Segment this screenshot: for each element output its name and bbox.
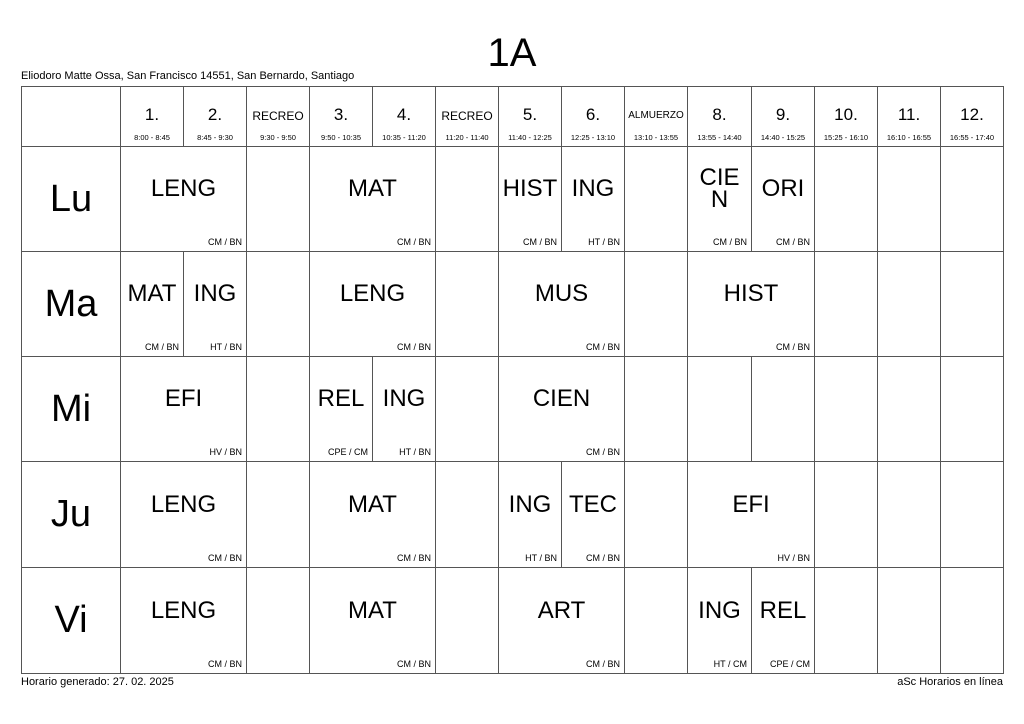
lesson-cell (561, 461, 625, 568)
period-label: 2. (207, 105, 223, 124)
corner-cell (21, 86, 121, 147)
subject-name: ING (571, 175, 615, 202)
lesson-cell (309, 146, 436, 252)
room-code: HT / BN (588, 237, 620, 247)
period-time: 12:25 - 13:10 (570, 133, 616, 142)
empty-cell (877, 251, 941, 357)
lesson-cell (120, 251, 184, 357)
subject-name: ING (508, 490, 552, 518)
lesson-cell (561, 146, 625, 252)
room-code: HT / BN (525, 553, 557, 563)
period-label: RECREO (252, 109, 304, 123)
empty-cell (246, 356, 310, 462)
subject-name: ING (382, 385, 426, 412)
period-time: 11:20 - 11:40 (445, 133, 489, 142)
period-time: 11:40 - 12:25 (508, 133, 552, 142)
subject-name: MUS (534, 280, 589, 307)
subject-name: ORI (761, 175, 805, 202)
lesson-cell (498, 146, 562, 252)
empty-cell (687, 356, 752, 462)
room-code: CPE / CM (327, 447, 368, 457)
subject-name: LENG (150, 175, 217, 202)
room-code: CM / BN (585, 447, 620, 457)
empty-cell (435, 356, 499, 462)
period-label: 6. (585, 105, 601, 124)
lesson-cell (498, 251, 625, 357)
period-header (435, 86, 499, 147)
subject-name: EFI (164, 385, 203, 412)
empty-cell (624, 146, 688, 252)
period-header (814, 86, 878, 147)
lesson-cell (751, 146, 815, 252)
page-title: 1A (487, 31, 537, 75)
empty-cell (624, 567, 688, 674)
empty-cell (435, 251, 499, 357)
period-label: 1. (144, 105, 160, 124)
room-code: CM / BN (522, 237, 557, 247)
day-label: Mi (21, 356, 121, 462)
subject-name: CIEN (699, 164, 740, 213)
period-time: 16:55 - 17:40 (949, 133, 995, 142)
empty-cell (246, 251, 310, 357)
period-header (751, 86, 815, 147)
period-header (246, 86, 310, 147)
empty-cell (751, 356, 815, 462)
room-code: CM / BN (775, 342, 810, 352)
lesson-cell (120, 461, 247, 568)
room-code: HT / CM (713, 659, 747, 669)
room-code: CM / BN (396, 553, 431, 563)
empty-cell (246, 146, 310, 252)
room-code: HV / BN (777, 553, 810, 563)
period-label: 9. (775, 105, 791, 124)
room-code: CM / BN (396, 342, 431, 352)
subject-name: REL (759, 596, 807, 624)
lesson-cell (498, 567, 625, 674)
empty-cell (814, 146, 878, 252)
period-label: ALMUERZO (628, 110, 684, 121)
lesson-cell (120, 567, 247, 674)
room-code: CM / BN (207, 237, 242, 247)
room-code: HT / BN (210, 342, 242, 352)
day-label: Ju (21, 461, 121, 568)
subject-name: MAT (348, 490, 397, 518)
empty-cell (435, 146, 499, 252)
period-time: 16:10 - 16:55 (886, 133, 932, 142)
generated-date: Horario generado: 27. 02. 2025 (21, 676, 174, 688)
empty-cell (624, 356, 688, 462)
empty-cell (877, 356, 941, 462)
subject-name: HIST (502, 175, 558, 202)
lesson-cell (687, 251, 815, 357)
empty-cell (435, 567, 499, 674)
empty-cell (877, 567, 941, 674)
period-label: 12. (960, 105, 984, 124)
empty-cell (877, 146, 941, 252)
empty-cell (877, 461, 941, 568)
room-code: CM / BN (396, 659, 431, 669)
lesson-cell (309, 356, 373, 462)
period-label: 8. (712, 105, 727, 124)
room-code: CM / BN (207, 553, 242, 563)
period-label: RECREO (441, 109, 493, 123)
empty-cell (435, 461, 499, 568)
lesson-cell (120, 356, 247, 462)
subject-name: MAT (348, 175, 397, 202)
lesson-cell (498, 461, 562, 568)
room-code: HV / BN (209, 447, 242, 457)
period-label: 4. (396, 105, 412, 124)
period-header (624, 86, 688, 147)
room-code: CM / BN (712, 237, 747, 247)
period-time: 14:40 - 15:25 (760, 133, 806, 142)
lesson-cell (687, 567, 752, 674)
lesson-cell (751, 567, 815, 674)
empty-cell (940, 567, 1004, 674)
empty-cell (940, 146, 1004, 252)
day-label: Lu (21, 146, 121, 252)
period-header (183, 86, 247, 147)
lesson-cell (309, 461, 436, 568)
empty-cell (814, 251, 878, 357)
subject-name: LENG (150, 596, 217, 624)
period-header (372, 86, 436, 147)
subject-name: CIEN (532, 385, 591, 412)
period-header (498, 86, 562, 147)
period-header (877, 86, 941, 147)
period-time: 8:00 - 8:45 (134, 133, 170, 142)
room-code: HT / BN (399, 447, 431, 457)
period-time: 13:10 - 13:55 (633, 133, 679, 142)
period-header (309, 86, 373, 147)
room-code: CM / BN (396, 237, 431, 247)
lesson-cell (498, 356, 625, 462)
footer-credit: aSc Horarios en línea (897, 676, 1003, 688)
day-label: Vi (21, 567, 121, 674)
empty-cell (624, 461, 688, 568)
empty-cell (246, 461, 310, 568)
empty-cell (940, 461, 1004, 568)
subject-name: TEC (569, 490, 617, 518)
empty-cell (814, 567, 878, 674)
room-code: CM / BN (144, 342, 179, 352)
day-label: Ma (21, 251, 121, 357)
subject-name: MAT (127, 280, 177, 307)
subject-name: ING (698, 596, 741, 624)
lesson-cell (309, 251, 436, 357)
period-header (940, 86, 1004, 147)
subject-name: LENG (150, 490, 217, 518)
lesson-cell (687, 461, 815, 568)
room-code: CM / BN (585, 553, 620, 563)
lesson-cell (309, 567, 436, 674)
empty-cell (940, 251, 1004, 357)
empty-cell (940, 356, 1004, 462)
empty-cell (246, 567, 310, 674)
room-code: CM / BN (775, 237, 810, 247)
lesson-cell (120, 146, 247, 252)
subject-name: ING (193, 280, 237, 307)
subject-name: ART (537, 596, 586, 624)
empty-cell (814, 461, 878, 568)
period-label: 11. (897, 105, 921, 124)
period-header (687, 86, 752, 147)
subject-name: LENG (339, 280, 406, 307)
period-time: 9:30 - 9:50 (260, 133, 296, 142)
subject-name: MAT (348, 596, 397, 624)
period-label: 3. (333, 105, 349, 124)
subject-name: EFI (732, 490, 770, 518)
room-code: CM / BN (585, 659, 620, 669)
period-time: 15:25 - 16:10 (823, 133, 869, 142)
room-code: CM / BN (207, 659, 242, 669)
period-label: 10. (834, 105, 858, 124)
lesson-cell (372, 356, 436, 462)
subject-name: HIST (723, 280, 779, 307)
school-address: Eliodoro Matte Ossa, San Francisco 14551, San Bernardo, Santiago (21, 70, 355, 82)
empty-cell (624, 251, 688, 357)
empty-cell (814, 356, 878, 462)
period-label: 5. (522, 105, 538, 124)
period-time: 9:50 - 10:35 (320, 133, 362, 142)
lesson-cell (183, 251, 247, 357)
subject-name: REL (317, 385, 365, 412)
period-header (561, 86, 625, 147)
period-time: 13:55 - 14:40 (697, 133, 742, 142)
period-time: 10:35 - 11:20 (382, 133, 426, 142)
lesson-cell (687, 146, 752, 252)
room-code: CPE / CM (769, 659, 810, 669)
room-code: CM / BN (585, 342, 620, 352)
period-time: 8:45 - 9:30 (197, 133, 233, 142)
period-header (120, 86, 184, 147)
